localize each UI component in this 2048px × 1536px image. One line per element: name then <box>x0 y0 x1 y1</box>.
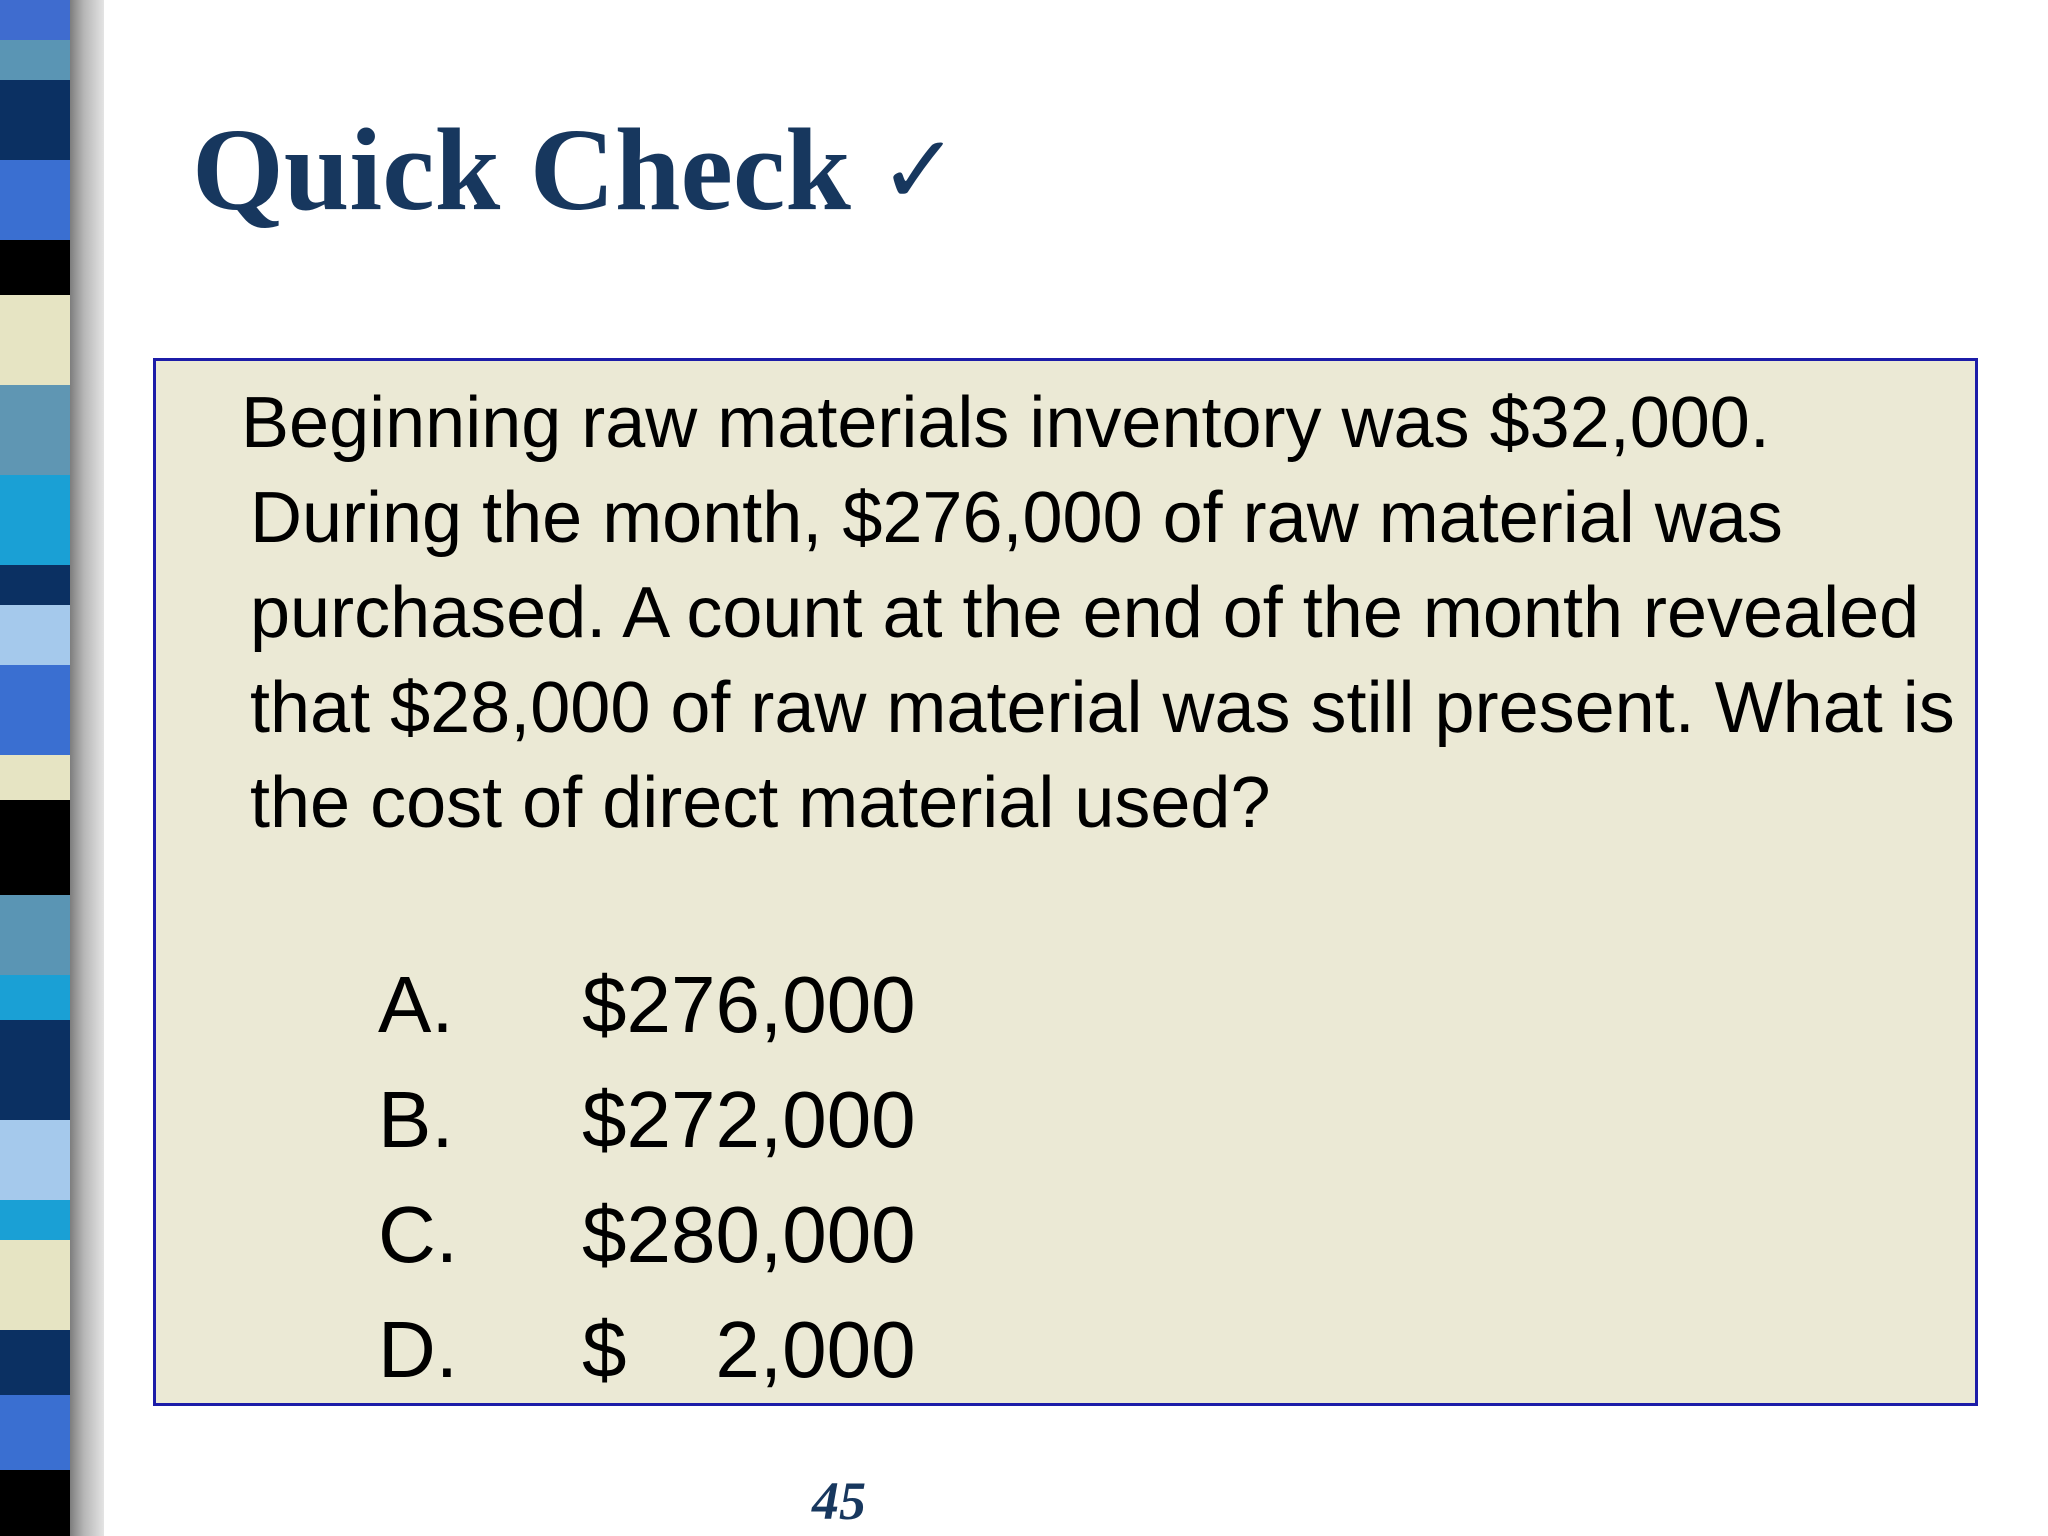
slide-title-text: Quick Check <box>192 104 851 235</box>
stripe-block <box>0 1330 70 1395</box>
stripe-squares <box>0 0 70 1536</box>
stripe-block <box>0 1020 70 1120</box>
slide-title <box>192 105 959 235</box>
page-number: 45 <box>812 1471 866 1531</box>
left-decorative-stripe <box>0 0 104 1536</box>
option-value: $276,000 <box>582 960 916 1049</box>
stripe-block <box>0 80 70 160</box>
question-text: Beginning raw materials inventory was $32,000. During the month, $276,000 of raw material was purchased. A count at the end of the month revealed that $28,000 of raw material was still present. What is the cost of direct material used? <box>241 383 1955 843</box>
option-value: $272,000 <box>582 1075 916 1164</box>
stripe-block <box>0 605 70 665</box>
stripe-block <box>0 1470 70 1536</box>
stripe-block <box>0 895 70 975</box>
stripe-block <box>0 0 70 40</box>
option-letter: C. <box>378 1190 458 1279</box>
option-letter: B. <box>378 1075 454 1164</box>
answer-option-a <box>378 960 916 1080</box>
stripe-gradient-bar <box>70 0 104 1536</box>
option-value: $ 2,000 <box>582 1305 916 1394</box>
answer-option-c <box>378 1190 916 1310</box>
stripe-block <box>0 295 70 385</box>
stripe-block <box>0 385 70 475</box>
stripe-block <box>0 800 70 895</box>
option-letter: D. <box>378 1305 458 1394</box>
stripe-block <box>0 40 70 80</box>
option-letter: A. <box>378 960 454 1049</box>
stripe-block <box>0 975 70 1020</box>
stripe-block <box>0 1200 70 1240</box>
stripe-block <box>0 755 70 800</box>
stripe-block <box>0 1395 70 1470</box>
stripe-block <box>0 475 70 565</box>
option-value: $280,000 <box>582 1190 916 1279</box>
answer-option-b <box>378 1075 916 1195</box>
stripe-block <box>0 240 70 295</box>
answer-option-d <box>378 1305 916 1425</box>
stripe-block <box>0 665 70 755</box>
stripe-block <box>0 160 70 240</box>
answer-options <box>378 960 916 1425</box>
checkmark-icon: ✓ <box>878 114 960 226</box>
stripe-block <box>0 1120 70 1200</box>
stripe-block <box>0 1240 70 1330</box>
stripe-block <box>0 565 70 605</box>
